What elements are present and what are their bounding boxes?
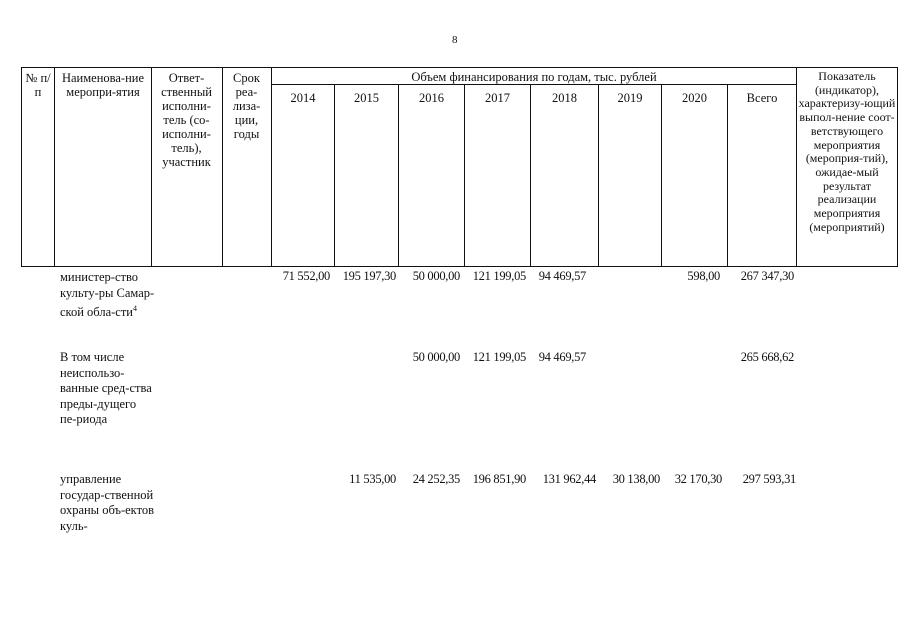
header-year-2016: 2016	[419, 91, 444, 105]
grid-line	[54, 67, 55, 267]
header-term: Срок реа-лиза-ции, годы	[232, 71, 261, 141]
grid-line	[222, 67, 223, 267]
row-name-state-protection: управление государ-ственной охраны объ-ектов куль-	[60, 472, 155, 533]
grid-line	[464, 84, 465, 267]
header-executor: Ответ-ственный исполни-тель (со-исполни-тель), участник	[161, 71, 212, 169]
header-year-2019: 2019	[617, 91, 643, 105]
grid-line	[727, 84, 728, 267]
row1-2017: 121 199,05	[472, 269, 526, 283]
row1-2015: 195 197,30	[342, 269, 396, 283]
row3-2020: 32 170,30	[674, 472, 722, 486]
grid-line	[334, 84, 335, 267]
row1-2020: 598,00	[687, 269, 720, 283]
row2-2016: 50 000,00	[412, 350, 460, 364]
row3-total: 297 593,31	[742, 472, 796, 486]
header-event-name: Наименова-ние меропри-ятия	[61, 71, 145, 99]
row1-total: 267 347,30	[740, 269, 794, 283]
grid-line	[151, 67, 152, 267]
header-year-2017: 2017	[485, 91, 510, 105]
header-number: № п/п	[25, 71, 51, 99]
header-indicator: Показатель (индикатор), характеризу-ющий выпол-нение соот-ветствующего мероприятия (мероприя-тий), ожидае-мый результат реализации мероприятия (мероприятий)	[798, 69, 896, 234]
row1-2018: 94 469,57	[538, 269, 586, 283]
footnote-marker: 4	[133, 304, 137, 313]
grid-line	[796, 67, 797, 267]
grid-line	[661, 84, 662, 267]
row1-2014: 71 552,00	[282, 269, 330, 283]
header-year-2014: 2014	[290, 91, 316, 105]
row-name-ministry-culture	[60, 270, 155, 321]
grid-line	[530, 84, 531, 267]
page-number: 8	[452, 34, 458, 46]
header-funding: Объем финансирования по годам, тыс. рублей	[411, 70, 657, 84]
header-total: Всего	[746, 91, 778, 105]
table-top-border	[21, 67, 898, 68]
header-year-2020: 2020	[682, 91, 707, 105]
row2-2018: 94 469,57	[538, 350, 586, 364]
row2-2017: 121 199,05	[472, 350, 526, 364]
row3-2018: 131 962,44	[542, 472, 596, 486]
years-divider	[271, 84, 796, 85]
header-year-2018: 2018	[552, 91, 577, 105]
grid-line	[21, 67, 22, 267]
header-bottom-border	[21, 266, 898, 267]
grid-line	[598, 84, 599, 267]
row1-2016: 50 000,00	[412, 269, 460, 283]
grid-line	[897, 67, 898, 267]
grid-line	[398, 84, 399, 267]
header-year-2015: 2015	[354, 91, 379, 105]
row2-total: 265 668,62	[740, 350, 794, 364]
row3-2017: 196 851,90	[472, 472, 526, 486]
row3-2019: 30 138,00	[612, 472, 660, 486]
row3-2016: 24 252,35	[412, 472, 460, 486]
row-name-unused-funds: В том числе неиспользо-ванные сред-ства преды-дущего пе-риода	[60, 350, 152, 426]
row-name-text: министер-ство культу-ры Самар-ской обла-сти	[60, 270, 155, 320]
row3-2015: 11 535,00	[349, 472, 396, 486]
